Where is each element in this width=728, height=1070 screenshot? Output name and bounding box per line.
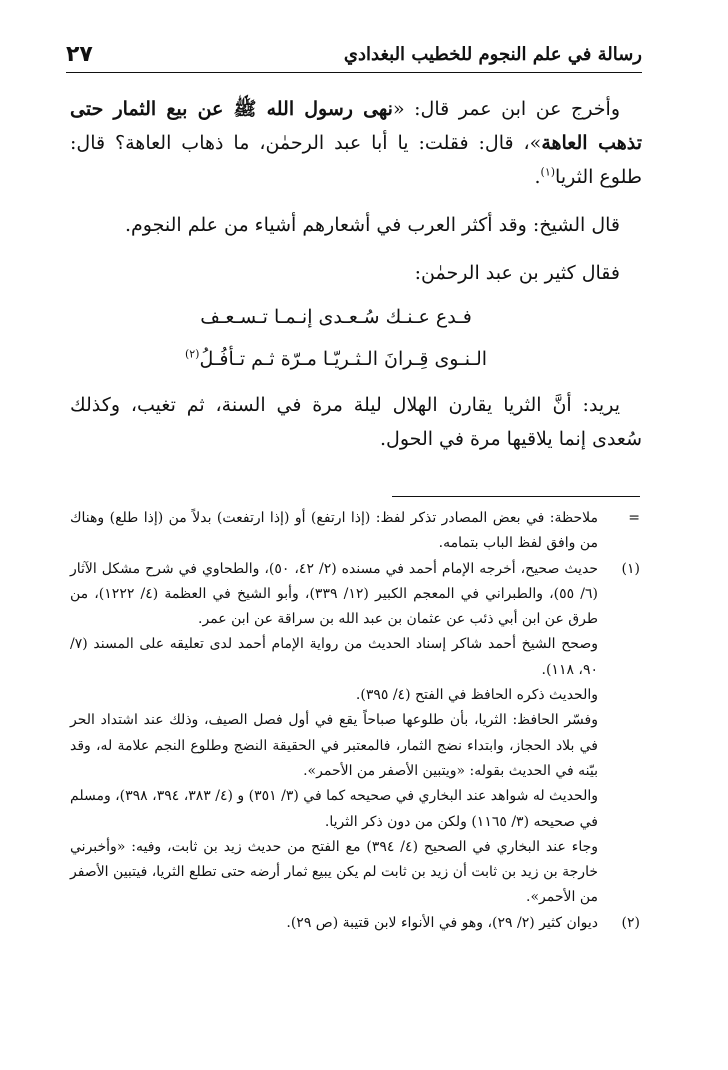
footnote-text: ديوان كثير (٢/ ٢٩)، وهو في الأنواء لابن قتيبة (ص ٢٩). bbox=[286, 914, 598, 931]
paragraph-text: وأخرج عن ابن عمر قال: « bbox=[392, 98, 620, 120]
verse-line-1 bbox=[70, 296, 642, 338]
footnote-mark: (١) bbox=[621, 560, 640, 577]
footnote-2 bbox=[70, 911, 640, 936]
page-number: ٢٧ bbox=[66, 42, 93, 67]
footnote-text: ملاحظة: في بعض المصادر تذكر لفظ: (إذا ارتفع) أو (إذا ارتفعت) بدلاً من (إذا طلع) وهناك من وافق لفظ الباب بتمامه. bbox=[70, 510, 598, 552]
footnote-mark: (٢) bbox=[621, 914, 640, 931]
footnote-1 bbox=[70, 557, 640, 911]
paragraph-poet-intro: فقال كثير بن عبد الرحمٰن: bbox=[414, 262, 620, 284]
footnote-text: وجاء عند البخاري في الصحيح (٤/ ٣٩٤) مع الفتح من حديث زيد بن ثابت، وفيه: «وأخبرني خارجة بن زيد بن ثابت أن زيد بن ثابت لم يكن يبيع ثمار أرضه حتى تطلع الثريا، فيتبين الأصفر من الأحمر». bbox=[70, 838, 599, 906]
footnote-text: وفسّر الحافظ: الثريا، بأن طلوعها صباحاً يقع في أول فصل الصيف، وذلك عند اشتداد الحر في بلاد الحجاز، وابتداء نضج الثمار، فالمعتبر في الحقيقة النضج وطلوع النجم علامة له، وقد بيّنه في الحديث بقوله: «ويتبين الأصفر من الأحمر». bbox=[70, 712, 598, 779]
footnote-text: والحديث ذكره الحافظ في الفتح (٤/ ٣٩٥). bbox=[355, 687, 598, 704]
verse-hemistich-1: فـدع عـنـك سُـعـدى إنـمـا تـسـعـف bbox=[200, 306, 472, 328]
footnote-separator bbox=[392, 496, 640, 497]
page-header bbox=[66, 38, 642, 73]
footnote-text: وصحح الشيخ أحمد شاكر إسناد الحديث من رواية الإمام أحمد لدى تعليقه على المسند (٧/ ٩٠، ١١٨). bbox=[70, 636, 598, 678]
paragraph-hadith bbox=[70, 92, 642, 194]
footnote-ref-1[interactable]: (١) bbox=[540, 165, 556, 179]
verse-text: الـنـوى قِـرانَ الـثـريّـا مـرّة ثـم تـأفُـلُ bbox=[199, 348, 488, 370]
paragraph-text: »، قال: فقلت: يا أبا عبد الرحمٰن، ما ذهاب العاهة؟ قال: طلوع الثريا bbox=[70, 132, 642, 188]
footnote-mark: = bbox=[628, 510, 640, 526]
verse-line-2 bbox=[70, 338, 642, 380]
footnotes bbox=[70, 506, 640, 936]
hadith-quote: نهى رسول الله ﷺ عن بيع الثمار حتى تذهب العاهة bbox=[70, 98, 643, 154]
footnote-ref-2[interactable]: (٢) bbox=[184, 347, 200, 361]
paragraph-sheikh: قال الشيخ: وقد أكثر العرب في أشعارهم أشياء من علم النجوم. bbox=[124, 214, 620, 236]
footnote-text: حديث صحيح، أخرجه الإمام أحمد في مسنده (٢/ ٤٢، ٥٠)، والطحاوي في شرح مشكل الآثار (٦/ ٥٥)، والطبراني في المعجم الكبير (١٢/ ٣٣٩)، وأبو الشيخ في العظمة (٤/ ١٢٢٢)، من طرق عن ابن أبي ذئب عن عثمان بن عبد الله بن سراقة عن ابن عمر. bbox=[70, 560, 599, 628]
paragraph-explanation: يريد: أنَّ الثريا يقارن الهلال ليلة مرة في السنة، ثم تغيب، وكذلك سُعدى إنما يلاقيها مرة في الحول. bbox=[70, 394, 642, 450]
verse-hemistich-2 bbox=[185, 342, 487, 376]
paragraph-text: . bbox=[534, 166, 541, 188]
running-title: رسالة في علم النجوم للخطيب البغدادي bbox=[343, 44, 642, 65]
main-text bbox=[70, 92, 642, 456]
footnote-text: والحديث له شواهد عند البخاري في صحيحه كما في (٣/ ٣٥١) و (٤/ ٣٨٣، ٣٩٤، ٣٩٨)، ومسلم في صحيحه (٣/ ١١٦٥) ولكن من دون ذكر الثريا. bbox=[70, 788, 599, 830]
footnote-continuation bbox=[70, 506, 640, 557]
